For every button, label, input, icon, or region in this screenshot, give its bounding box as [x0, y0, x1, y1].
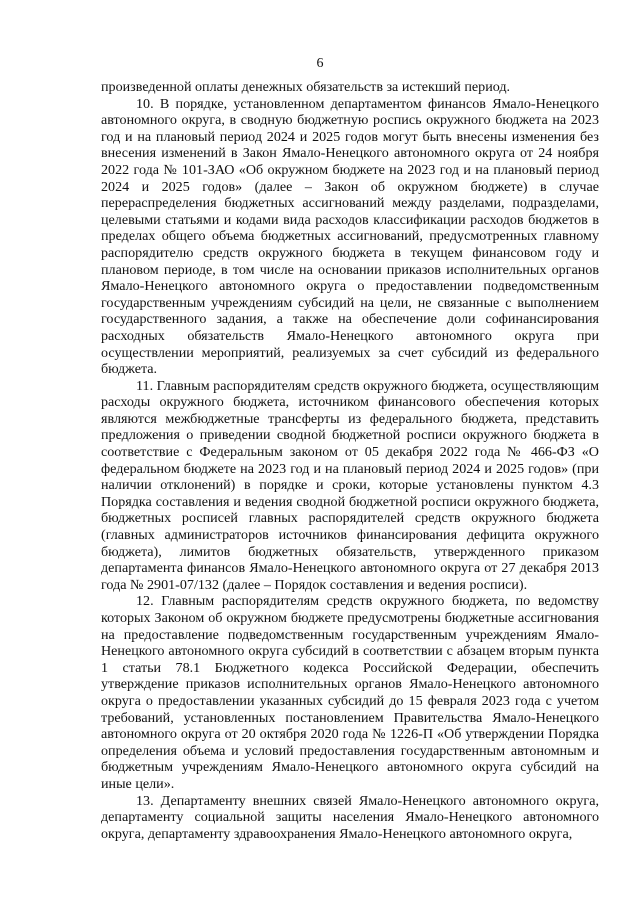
- paragraph-item-11: 11. Главным распорядителям средств окружного бюджета, осуществляющим расходы окружного бюджета, источником финансового обеспечения которых являются межбюджетные трансферты из федерального бюджета, представить предложения о приведении сводной бюджетной росписи окружного бюджета в соответствие с Федеральным законом от 05 декабря 2022 года № 466-ФЗ «О федеральном бюджете на 2023 год и на плановый период 2024 и 2025 годов» (при наличии отклонений) в порядке и сроки, которые установлены пунктом 4.3 Порядка составления и ведения сводной бюджетной росписи окружного бюджета, бюджетных росписей главных распорядителей средств окружного бюджета (главных администраторов источников финансирования дефицита окружного бюджета), лимитов бюджетных обязательств, утвержденного приказом департамента финансов Ямало-Ненецкого автономного округа от 27 декабря 2013 года № 2901-07/132 (далее – Порядок составления и ведения росписи).: [101, 377, 599, 593]
- paragraph-item-13: 13. Департаменту внешних связей Ямало-Ненецкого автономного округа, департаменту социальной защиты населения Ямало-Ненецкого автономного округа, департаменту здравоохранения Ямало-Ненецкого автономного округа,: [101, 792, 599, 842]
- document-body: [101, 79, 599, 842]
- paragraph-item-10: 10. В порядке, установленном департаментом финансов Ямало-Ненецкого автономного округа, в сводную бюджетную роспись окружного бюджета на 2023 год и на плановый период 2024 и 2025 годов могут быть внесены изменения без внесения изменений в Закон Ямало-Ненецкого автономного округа от 24 ноября 2022 года № 101-ЗАО «Об окружном бюджете на 2023 год и на плановый период 2024 и 2025 годов» (далее – Закон об окружном бюджете) в случае перераспределения бюджетных ассигнований между разделами, подразделами, целевыми статьями и кодами вида расходов классификации расходов бюджетов в пределах общего объема бюджетных ассигнований, предусмотренных главному распорядителю средств окружного бюджета в текущем финансовом году и плановом периоде, в том числе на основании приказов исполнительных органов Ямало-Ненецкого автономного округа о предоставлении подведомственным государственным учреждениям субсидий на цели, не связанные с выполнением государственного задания, а также на обеспечение доли софинансирования расходных обязательств Ямало-Ненецкого автономного округа при осуществлении мероприятий, реализуемых за счет субсидий из федерального бюджета.: [101, 95, 599, 378]
- paragraph-continuation: произведенной оплаты денежных обязательств за истекший период.: [101, 79, 511, 95]
- page-number: 6: [316, 56, 324, 71]
- paragraph-item-12: 12. Главным распорядителям средств окружного бюджета, по ведомству которых Законом об окружном бюджете предусмотрены бюджетные ассигнования на предоставление подведомственным государственным учреждениям Ямало-Ненецкого автономного округа субсидий в соответствии с абзацем вторым пункта 1 статьи 78.1 Бюджетного кодекса Российской Федерации, обеспечить утверждение приказов исполнительных органов Ямало-Ненецкого автономного округа о предоставлении указанных субсидий до 15 февраля 2023 года с учетом требований, установленных постановлением Правительства Ямало-Ненецкого автономного округа от 20 октября 2020 года № 1226-П «Об утверждении Порядка определения объема и условий предоставления государственным автономным и бюджетным учреждениям Ямало-Ненецкого автономного округа субсидий на иные цели».: [101, 593, 599, 792]
